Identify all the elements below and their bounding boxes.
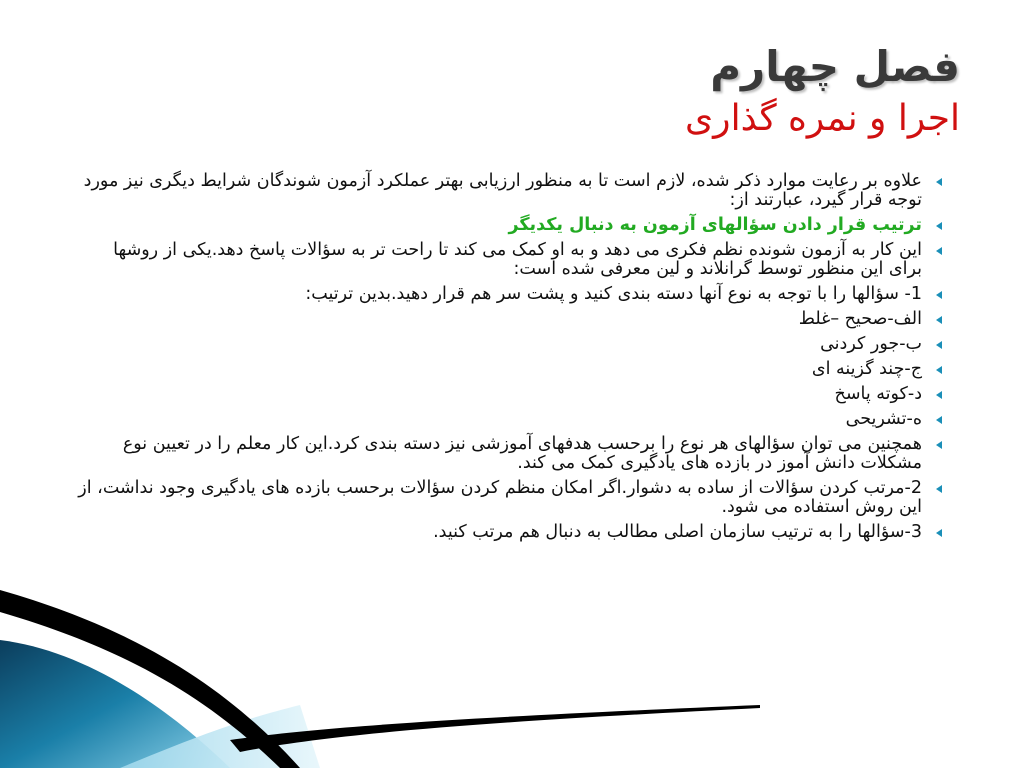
bullet-text: همچنین می توان سؤالهای هر نوع را برحسب هدفهای آموزشی نیز دسته بندی کرد.این کار معلم را در تعیین نوع مشکلات دانش آموز در بازده های یادگیری کمک می کند. [122,434,922,473]
bullet-item-matching [78,335,944,354]
bullet-text: الف-صحیح –غلط [798,309,922,329]
wave-light-band [120,705,320,768]
bullet-text: 1- سؤالها را با توجه به نوع آنها دسته بندی کنید و پشت سر هم قرار دهید.بدین ترتیب: [305,284,922,304]
bullet-text: د-کوته پاسخ [834,384,922,404]
bullet-arrow-icon [936,316,942,324]
wave-black-stroke [0,590,300,768]
bullet-item-ordering-heading [78,216,944,235]
bullet-item-essay [78,410,944,429]
bullet-arrow-icon [936,391,942,399]
bullet-text: 3-سؤالها را به ترتیب سازمان اصلی مطالب به دنبال هم مرتب کنید. [433,522,922,542]
bullet-text: ترتیب قرار دادن سؤالهای آزمون به دنبال یکدیگر [508,215,922,235]
slide-subtitle: اجرا و نمره گذاری [685,98,960,139]
bullet-item-intro [78,172,944,210]
bullet-arrow-icon [936,222,942,230]
bullet-arrow-icon [936,485,942,493]
bullet-text: علاوه بر رعایت موارد ذکر شده، لازم است تا به منظور ارزیابی بهتر عملکرد آزمون شوندگان شرایط دیگری نیز مورد توجه قرار گیرد، عبارتند از: [83,171,922,210]
bullet-text: ج-چند گزینه ای [811,359,922,379]
bullet-arrow-icon [936,178,942,186]
bullet-arrow-icon [936,247,942,255]
bullet-item-method-1 [78,285,944,304]
bullet-item-multiple-choice [78,360,944,379]
slide-title: فصل چهارم [710,42,960,91]
bullet-text: 2-مرتب کردن سؤالات از ساده به دشوار.اگر امکان منظم کردن سؤالات برحسب بازده های یادگیری وجود نداشت، از این روش استفاده می شود. [78,478,922,517]
bullet-text: این کار به آزمون شونده نظم فکری می دهد و به او کمک می کند تا راحت تر به سؤالات پاسخ دهد.یکی از روشها برای این منظور توسط گرانلاند و لین معرفی شده است: [113,240,922,279]
bullet-item-true-false [78,310,944,329]
wave-black-tail [230,705,760,752]
bullet-item-objectives [78,435,944,473]
bullet-arrow-icon [936,366,942,374]
wave-dark-band [0,640,230,768]
bullet-item-benefit [78,241,944,279]
bullet-arrow-icon [936,341,942,349]
bullet-item-method-3 [78,523,944,542]
bullet-text: ب-جور کردنی [820,334,922,354]
bullet-arrow-icon [936,529,942,537]
bullet-arrow-icon [936,441,942,449]
bullet-item-method-2 [78,479,944,517]
bullet-arrow-icon [936,416,942,424]
bullet-list [78,172,944,548]
bullet-text: ه-تشریحی [845,409,922,429]
bullet-item-short-answer [78,385,944,404]
bullet-arrow-icon [936,291,942,299]
